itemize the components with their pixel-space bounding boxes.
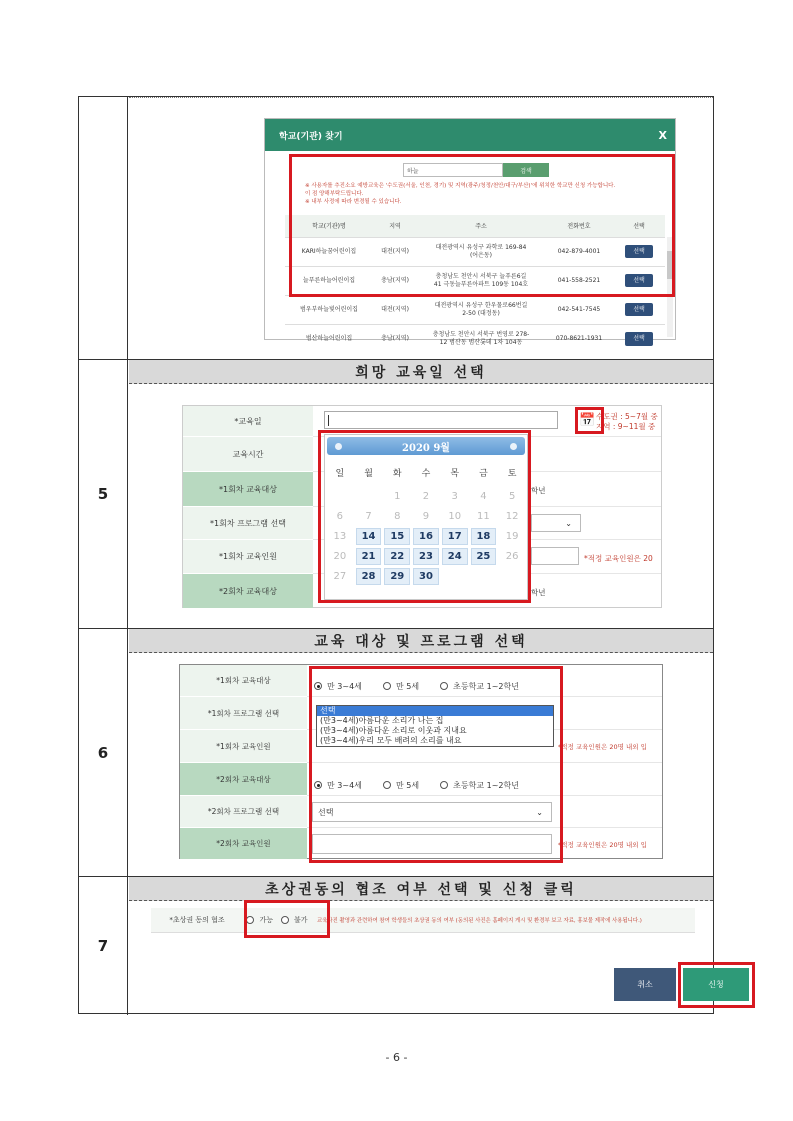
calendar-day[interactable]: 23	[413, 548, 439, 565]
radio-elementary[interactable]	[440, 681, 519, 692]
form-label: *교육일	[183, 406, 313, 437]
step-header: 희망 교육일 선택	[129, 360, 713, 384]
calendar-day: 12	[505, 511, 519, 522]
select-school-button[interactable]: 선택	[625, 303, 653, 317]
season-note: 지역 : 9~11월 중	[596, 422, 656, 431]
session2-target-radios	[314, 774, 535, 793]
radio-icon	[383, 682, 391, 690]
program-select[interactable]	[531, 514, 581, 532]
school-address	[417, 237, 545, 266]
column-header: 주소	[417, 215, 545, 237]
calendar-day: 4	[480, 491, 487, 502]
school-search-modal	[264, 118, 676, 346]
chevron-down-icon: ⌄	[565, 518, 572, 528]
calendar-day	[327, 488, 353, 505]
dropdown-option[interactable]: 선택	[317, 706, 553, 716]
school-phone: 042-879-4001	[545, 237, 613, 266]
step-content	[129, 97, 713, 359]
calendar-day	[499, 568, 525, 585]
calendar-day: 9	[422, 511, 430, 522]
school-region: 대전(지역)	[373, 237, 417, 266]
step-row-program	[79, 629, 713, 877]
radio-consent-yes[interactable]	[246, 915, 273, 925]
radio-label: 가능	[259, 916, 273, 924]
step-number: 6	[79, 629, 128, 876]
school-phone: 070-8621-1931	[545, 324, 613, 353]
radio-elementary[interactable]	[440, 780, 519, 791]
calendar-day: 26	[505, 551, 519, 562]
date-input[interactable]	[324, 411, 558, 429]
text-caret	[328, 415, 329, 426]
weekday-label: 금	[479, 468, 488, 479]
program-dropdown-list[interactable]	[316, 705, 554, 747]
table-row[interactable]	[285, 237, 665, 266]
weekday-label: 수	[421, 468, 431, 479]
form-label: *1회차 프로그램 선택	[180, 697, 307, 730]
step-content	[129, 360, 713, 628]
search-bar	[403, 163, 549, 177]
count-input[interactable]	[531, 547, 579, 565]
submit-button[interactable]: 신청	[683, 968, 749, 1001]
calendar-header	[327, 437, 525, 455]
step-content	[129, 629, 713, 876]
search-button[interactable]: 검색	[503, 163, 549, 177]
calendar-day	[442, 568, 468, 585]
address-line: (어은동)	[469, 251, 493, 259]
dropdown-option[interactable]: (만3~4세)아름다운 소리로 이웃과 지내요	[320, 726, 467, 735]
radio-consent-no[interactable]	[281, 915, 308, 925]
program-form	[179, 664, 663, 859]
notice-line: 이 점 양해부탁드립니다.	[305, 191, 364, 197]
form-label: *1회차 교육인원	[180, 730, 307, 763]
school-address	[417, 266, 545, 295]
grade-fragment: 학년	[531, 486, 546, 495]
calendar-icon[interactable]: 📅	[579, 413, 596, 428]
radio-icon	[281, 916, 289, 924]
form-label: *1회차 교육대상	[183, 472, 313, 507]
instruction-table	[78, 96, 724, 1014]
radio-age-3-4[interactable]	[314, 681, 362, 692]
radio-label: 초등학교 1~2학년	[453, 681, 519, 691]
calendar-day[interactable]: 18	[471, 528, 497, 545]
column-header: 선택	[613, 215, 665, 237]
radio-icon	[440, 682, 448, 690]
notice-line: ※ 사용자를 추진소요 예방교육은 '수도권(서울, 인천, 경기) 및 지역(광주/청정/천안/대구/부산)'에 위치한 학교만 신청 가능합니다.	[305, 183, 616, 189]
address-line: 12 범산동 범산롯데 1차 104동	[439, 338, 523, 346]
weekday-label: 토	[507, 468, 517, 479]
select-school-button[interactable]: 선택	[625, 245, 653, 259]
calendar-day[interactable]: 22	[384, 548, 410, 565]
calendar-day[interactable]: 24	[442, 548, 468, 565]
school-name: 범산하늘어린이집	[285, 324, 373, 353]
count-note: *적정 교육인원은 20명 내외 입	[558, 743, 647, 751]
calendar-day[interactable]: 21	[356, 548, 382, 565]
calendar-day	[471, 568, 497, 585]
calendar-day: 20	[333, 551, 347, 562]
step-content	[129, 877, 724, 1015]
radio-age-5[interactable]	[383, 681, 419, 692]
calendar-day[interactable]: 14	[356, 528, 382, 545]
calendar-grid	[327, 459, 525, 585]
radio-label: 만 3~4세	[327, 780, 362, 790]
select-school-button[interactable]: 선택	[625, 274, 653, 288]
address-line: 충청남도 천안시 서북구 번영로 278-	[432, 330, 530, 338]
weekday-label: 화	[392, 468, 402, 479]
step-number: 7	[79, 877, 128, 1015]
prev-month-icon[interactable]	[335, 443, 342, 450]
school-name: 범우부하늘빛어린이집	[285, 295, 373, 324]
radio-label: 만 5세	[395, 681, 420, 691]
calendar-day: 7	[365, 511, 372, 522]
calendar-day	[356, 488, 382, 505]
consent-label: *초상권 동의 협조	[169, 916, 225, 924]
address-line: 충청남도 천안시 서북구 늘푸른6길	[435, 272, 527, 280]
school-phone: 042-541-7545	[545, 295, 613, 324]
form-label: *1회차 교육인원	[183, 540, 313, 574]
calendar-day[interactable]: 30	[413, 568, 439, 585]
step-number: 5	[79, 360, 128, 628]
school-address	[417, 295, 545, 324]
calendar-day[interactable]: 16	[413, 528, 439, 545]
count-note: *적정 교육인원은 20명 내외 입	[558, 841, 647, 849]
search-input[interactable]: 하늘	[403, 163, 503, 177]
step-header: 교육 대상 및 프로그램 선택	[129, 629, 713, 653]
consent-options	[243, 915, 311, 925]
radio-icon	[314, 682, 322, 690]
school-address	[417, 324, 545, 353]
radio-label: 초등학교 1~2학년	[453, 780, 519, 790]
session1-target-radios	[314, 675, 535, 694]
radio-icon	[440, 781, 448, 789]
radio-age-5[interactable]	[383, 780, 419, 791]
weekday-label: 목	[450, 468, 460, 479]
consent-note: 교육사진 촬영과 관련하여 참여 학생들의 초상권 동의 여부 (동의된 사진은 홈페이지 게시 및 환경부 보고 자료, 홍보물 제작에 사용됩니다.)	[317, 918, 642, 924]
count-input[interactable]	[312, 834, 552, 854]
calendar-day: 13	[333, 531, 347, 542]
cancel-button[interactable]: 취소	[614, 968, 676, 1001]
calendar-day: 11	[477, 511, 490, 522]
calendar-day: 10	[448, 511, 462, 522]
radio-label: 불가	[294, 916, 308, 924]
form-label: *2회차 프로그램 선택	[180, 796, 307, 828]
address-line: 41 극동늘푸른아파트 109동 104호	[433, 280, 529, 288]
select-school-button[interactable]: 선택	[625, 332, 653, 346]
divider	[307, 762, 662, 763]
table-row[interactable]	[285, 324, 665, 353]
step-row-consent	[79, 877, 724, 1015]
calendar-day: 3	[451, 491, 458, 502]
divider	[307, 696, 662, 697]
calendar-day: 8	[394, 511, 401, 522]
column-header: 지역	[373, 215, 417, 237]
form-label: *2회차 교육인원	[180, 828, 307, 860]
school-phone: 041-558-2521	[545, 266, 613, 295]
page-number: - 6 -	[385, 1051, 408, 1064]
calendar-day: 1	[394, 491, 401, 502]
chevron-down-icon: ⌄	[536, 807, 543, 817]
step-row-date	[79, 360, 713, 629]
season-note: 수도권 : 5~7월 중	[596, 412, 658, 421]
modal-title-bar	[265, 119, 675, 151]
school-name: KARI하늘꿈어린이집	[285, 237, 373, 266]
next-month-icon[interactable]	[510, 443, 517, 450]
address-line: 대전광역시 유성구 한우물로66번길	[434, 301, 528, 309]
form-label: *1회차 교육대상	[180, 665, 307, 697]
form-label: *2회차 교육대상	[180, 763, 307, 796]
school-region: 대전(지역)	[373, 295, 417, 324]
divider	[307, 795, 662, 796]
calendar-day[interactable]: 15	[384, 528, 410, 545]
radio-label: 만 5세	[395, 780, 420, 790]
weekday-label: 월	[364, 468, 373, 479]
calendar-day: 2	[422, 491, 430, 502]
school-region: 충남(지역)	[373, 324, 417, 353]
table-row[interactable]	[285, 295, 665, 324]
step-header: 초상권동의 협조 여부 선택 및 신청 클릭	[129, 877, 713, 901]
count-note: *적정 교육인원은 20	[584, 554, 653, 563]
calendar-day: 6	[336, 511, 344, 522]
divider	[307, 827, 662, 828]
column-header: 전화번호	[545, 215, 613, 237]
dropdown-option[interactable]: (만3~4세)아름다운 소리가 나는 집	[320, 716, 444, 725]
calendar-day[interactable]: 17	[442, 528, 468, 545]
calendar-day[interactable]: 25	[471, 548, 497, 565]
form-label: *2회차 교육대상	[183, 574, 313, 609]
consent-row	[151, 908, 695, 933]
calendar-month: 2020 9월	[402, 442, 450, 454]
school-results-table	[285, 215, 665, 353]
calendar-day: 19	[505, 531, 519, 542]
program-select[interactable]	[312, 802, 552, 822]
select-value: 선택	[318, 807, 334, 817]
address-line: 대전광역시 유성구 과학로 169-84	[435, 243, 527, 251]
scrollbar[interactable]	[667, 237, 673, 337]
date-picker	[324, 434, 528, 600]
table-header-row	[285, 215, 665, 237]
address-line: 2-50 (대정동)	[462, 309, 500, 317]
date-form	[182, 405, 662, 608]
dropdown-option[interactable]: (만3~4세)우리 모두 배려의 소리를 내요	[320, 736, 462, 745]
grade-fragment: 학년	[531, 588, 546, 597]
school-name: 늘푸른하늘어린이집	[285, 266, 373, 295]
scrollbar-thumb[interactable]	[667, 251, 673, 279]
close-icon[interactable]: X	[658, 128, 667, 142]
column-header: 학교(기관)명	[285, 215, 373, 237]
radio-icon	[246, 916, 254, 924]
notice-line: ※ 내부 사정에 따라 변경될 수 있습니다.	[305, 199, 402, 205]
weekday-label: 일	[335, 468, 345, 479]
step-number	[79, 97, 128, 359]
calendar-day: 27	[333, 571, 347, 582]
radio-icon	[314, 781, 322, 789]
form-label: 교육시간	[183, 437, 313, 472]
step-row-search	[79, 97, 713, 360]
calendar-day[interactable]: 29	[384, 568, 410, 585]
radio-label: 만 3~4세	[327, 681, 362, 691]
table-row[interactable]	[285, 266, 665, 295]
radio-icon	[383, 781, 391, 789]
modal-title: 학교(기관) 찾기	[279, 131, 343, 142]
calendar-day: 5	[508, 491, 516, 502]
school-region: 충남(지역)	[373, 266, 417, 295]
calendar-day[interactable]: 28	[356, 568, 382, 585]
radio-age-3-4[interactable]	[314, 780, 362, 791]
form-label: *1회차 프로그램 선택	[183, 507, 313, 540]
